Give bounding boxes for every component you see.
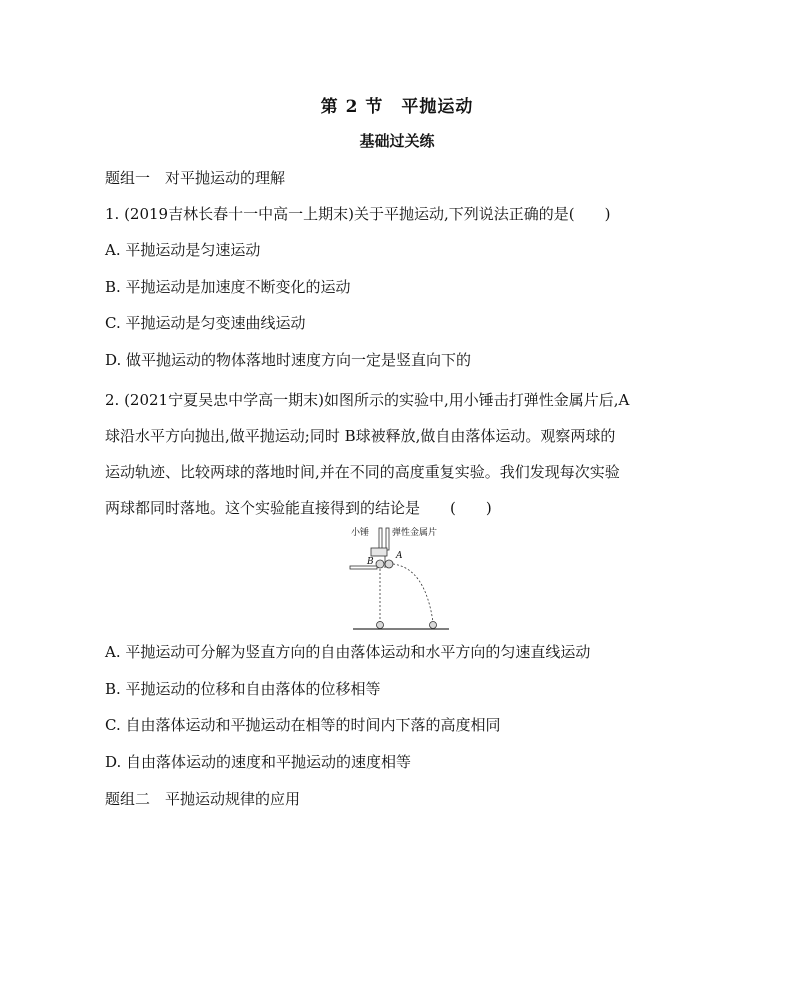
question-2-stem-line: 运动轨迹、比较两球的落地时间,并在不同的高度重复实验。我们发现每次实验 — [105, 463, 620, 481]
experiment-figure — [345, 524, 455, 634]
question-2-option-c: C. 自由落体运动和平抛运动在相等的时间内下落的高度相同 — [105, 716, 501, 734]
ball-a-icon — [385, 560, 393, 568]
group-heading-1: 题组一 对平抛运动的理解 — [105, 169, 286, 187]
label-ball-b: B — [367, 557, 374, 567]
question-1-option-d: D. 做平抛运动的物体落地时速度方向一定是竖直向下的 — [105, 351, 472, 369]
group-heading-2: 题组二 平抛运动规律的应用 — [105, 790, 301, 808]
question-1-option-a: A. 平抛运动是匀速运动 — [105, 241, 261, 259]
question-2-stem-line: 球沿水平方向抛出,做平抛运动;同时 B球被释放,做自由落体运动。观察两球的 — [105, 427, 616, 445]
landed-ball-a-icon — [430, 622, 437, 629]
label-hammer: 小锤 — [351, 528, 370, 538]
question-2-option-a: A. 平抛运动可分解为竖直方向的自由落体运动和水平方向的匀速直线运动 — [105, 643, 591, 661]
landed-ball-b-icon — [377, 622, 384, 629]
projectile-path — [393, 564, 433, 622]
stand-block — [371, 548, 387, 556]
page-title: 第 2 节 平抛运动 — [320, 97, 474, 117]
question-2-stem-line: 2. (2021宁夏吴忠中学高一期末)如图所示的实验中,用小锤击打弹性金属片后,A — [105, 391, 630, 409]
question-1-stem: 1. (2019吉林长春十一中高一上期末)关于平抛运动,下列说法正确的是( ) — [105, 205, 611, 223]
ball-b-icon — [376, 560, 384, 568]
experiment-diagram — [345, 524, 455, 634]
question-1-option-c: C. 平抛运动是匀变速曲线运动 — [105, 314, 306, 332]
question-2-option-b: B. 平抛运动的位移和自由落体的位移相等 — [105, 680, 381, 698]
question-1-option-b: B. 平抛运动是加速度不断变化的运动 — [105, 278, 351, 296]
label-spring-plate: 弹性金属片 — [392, 528, 438, 538]
section-subtitle: 基础过关练 — [359, 132, 435, 150]
label-ball-a: A — [396, 551, 403, 561]
question-2-stem — [105, 382, 685, 526]
question-2-option-d: D. 自由落体运动的速度和平抛运动的速度相等 — [105, 753, 412, 771]
spring-plate-post — [386, 528, 389, 550]
question-2-stem-line: 两球都同时落地。这个实验能直接得到的结论是 ( ) — [105, 499, 492, 517]
